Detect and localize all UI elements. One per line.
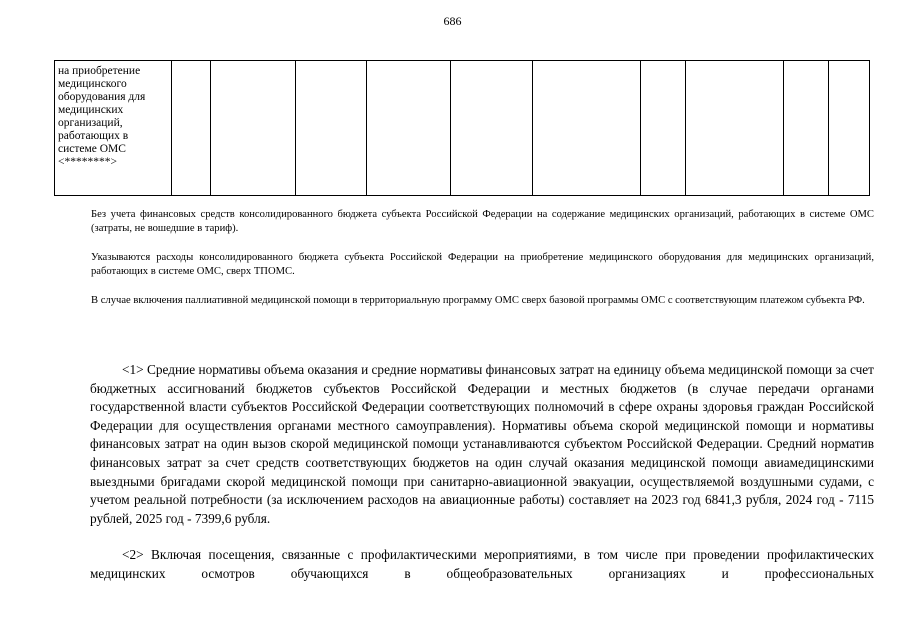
table-cell <box>367 61 451 196</box>
footnote-paragraph <box>90 361 874 528</box>
footnote-paragraph <box>90 546 874 583</box>
data-table <box>54 60 870 196</box>
note-paragraph: Без учета финансовых средств консолидированного бюджета субъекта Российской Федерации на содержание медицинских организаций, работающих в системе ОМС (затраты, не вошедшие в тариф). <box>91 209 874 234</box>
page-number: 686 <box>443 14 462 28</box>
note-paragraph: В случае включения паллиативной медицинской помощи в территориальную программу ОМС сверх базовой программы ОМС с соответствующим платежом субъекта РФ. <box>91 295 865 306</box>
table-cell <box>641 61 686 196</box>
table-cell <box>784 61 829 196</box>
footnote-text: <1> Средние нормативы объема оказания и средние нормативы финансовых затрат на единицу объема медицинской помощи за счет бюджетных ассигнований бюджетов субъектов Российской Федерации и местных бюджетов (в случае передачи органами государственной власти субъектов Российской Федерации соответствующих полномочий в сфере охраны здоровья граждан Российской Федерации для осуществления органами местного самоуправления). Нормативы объема скорой медицинской помощи и нормативы финансовых затрат на один вызов скорой медицинской помощи устанавливаются субъектом Российской Федерации. Средний норматив финансовых затрат за счет средств соответствующих бюджетов на один случай оказания медицинской помощи авиамедицинскими выездными бригадами скорой медицинской помощи при санитарно-авиационной эвакуации, осуществляемой воздушными судами, с учетом реальной потребности (за исключением расходов на авиационные работы) составляет на 2023 год 6841,3 рубля, 2024 год - 7115 рублей, 2025 год - 7399,6 рубля. <box>90 362 874 526</box>
table-cell <box>211 61 296 196</box>
table-row <box>55 61 870 196</box>
note-paragraph: Указываются расходы консолидированного бюджета субъекта Российской Федерации на приобретение медицинского оборудования для медицинских организаций, работающих в системе ОМС, сверх ТПОМС. <box>91 252 874 277</box>
table-cell <box>533 61 641 196</box>
table-cell <box>451 61 533 196</box>
row-label-cell: на приобретение медицинского оборудования для медицинских организаций, работающих в системе ОМС <********> <box>55 61 172 196</box>
table-cell <box>686 61 784 196</box>
table-cell <box>296 61 367 196</box>
footnote-text: <2> Включая посещения, связанные с профилактическими мероприятиями, в том числе при проведении профилактических медицинских осмотров обучающихся в общеобразовательных организациях и профессиональных <box>90 547 874 581</box>
table-cell <box>829 61 870 196</box>
table-cell <box>172 61 211 196</box>
